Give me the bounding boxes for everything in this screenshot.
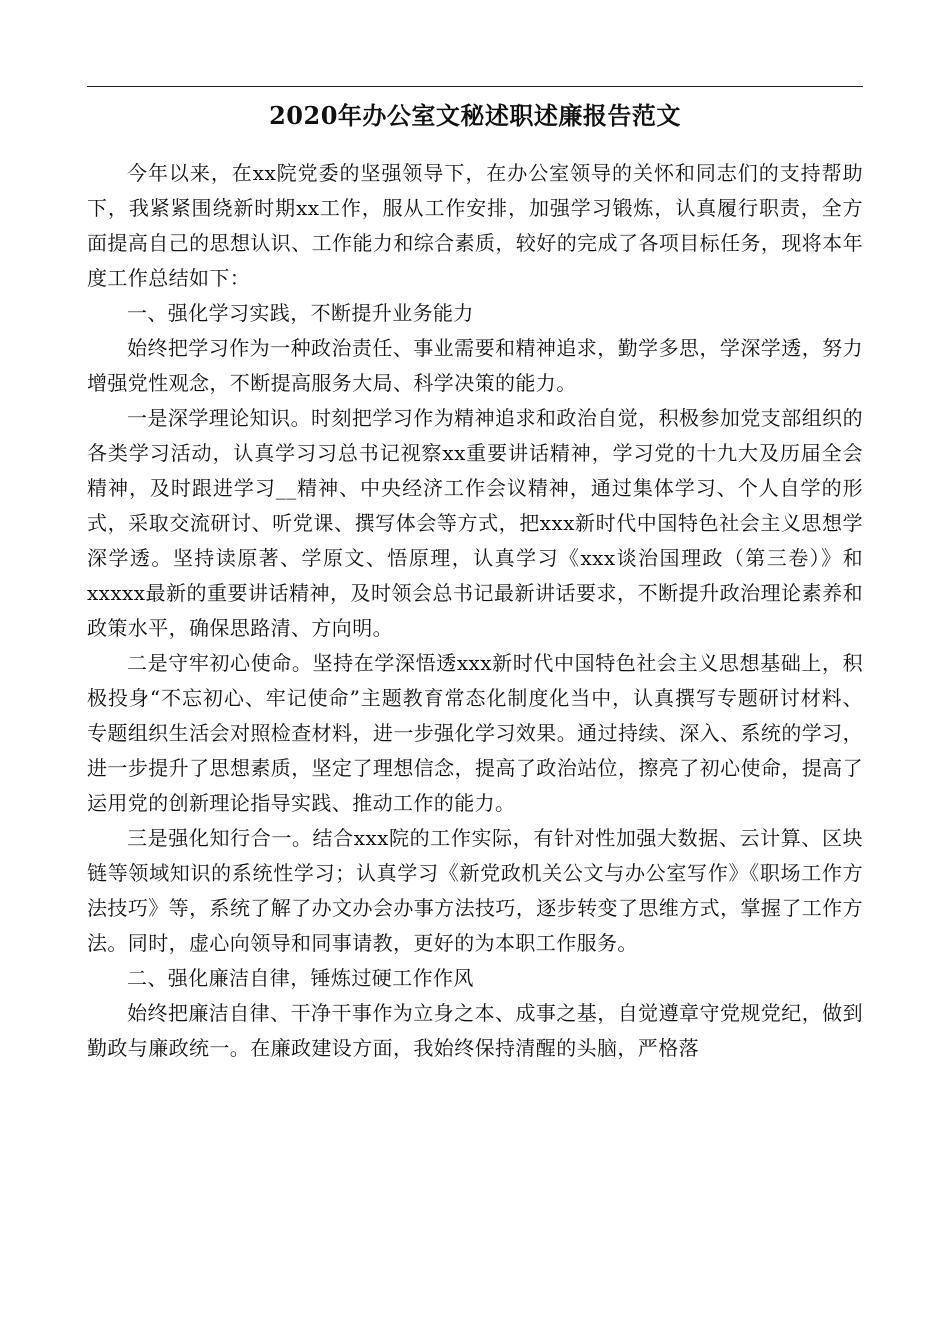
paragraph: 始终把廉洁自律、干净干事作为立身之本、成事之基，自觉遵章守党规党纪，做到勤政与廉政统一。在廉政建设方面，我始终保持清醒的头脑，严格落	[87, 1001, 863, 1060]
section-heading-1: 一、强化学习实践，不断提升业务能力	[127, 301, 474, 325]
paragraph-intro: 今年以来，在xx院党委的坚强领导下，在办公室领导的关怀和同志们的支持帮助下，我紧紧围绕新时期xx工作，服从工作安排，加强学习锻炼，认真履行职责，全方面提高自己的思想认识、工作能力和综合素质，较好的完成了各项目标任务，现将本年度工作总结如下：	[87, 161, 863, 290]
paragraph: 始终把学习作为一种政治责任、事业需要和精神追求，勤学多思，学深学透，努力增强党性观念，不断提高服务大局、科学决策的能力。	[87, 336, 863, 395]
document-title: 2020年办公室文秘述职述廉报告范文	[269, 101, 681, 130]
header-rule	[87, 86, 863, 87]
section-heading-2: 二、强化廉洁自律，锤炼过硬工作作风	[127, 966, 474, 990]
paragraph: 三是强化知行合一。结合xxx院的工作实际，有针对性加强大数据、云计算、区块链等领域知识的系统性学习；认真学习《新党政机关公文与办公室写作》《职场工作方法技巧》等，系统了解了办文办会办事方法技巧，逐步转变了思维方式，掌握了工作方法。同时，虚心向领导和同事请教，更好的为本职工作服务。	[87, 826, 863, 955]
paragraph: 一是深学理论知识。时刻把学习作为精神追求和政治自觉，积极参加党支部组织的各类学习活动，认真学习习总书记视察xx重要讲话精神，学习党的十九大及历届全会精神，及时跟进学习__精神、中央经济工作会议精神，通过集体学习、个人自学的形式，采取交流研讨、听党课、撰写体会等方式，把xxx新时代中国特色社会主义思想学深学透。坚持读原著、学原文、悟原理，认真学习《xxx谈治国理政（第三卷）》和xxxxx最新的重要讲话精神，及时领会总书记最新讲话要求，不断提升政治理论素养和政策水平，确保思路清、方向明。	[87, 406, 863, 640]
paragraph: 二是守牢初心使命。坚持在学深悟透xxx新时代中国特色社会主义思想基础上，积极投身“不忘初心、牢记使命”主题教育常态化制度化当中，认真撰写专题研讨材料、专题组织生活会对照检查材料，进一步强化学习效果。通过持续、深入、系统的学习，进一步提升了思想素质，坚定了理想信念，提高了政治站位，擦亮了初心使命，提高了运用党的创新理论指导实践、推动工作的能力。	[87, 651, 863, 815]
document-body	[87, 156, 863, 1066]
